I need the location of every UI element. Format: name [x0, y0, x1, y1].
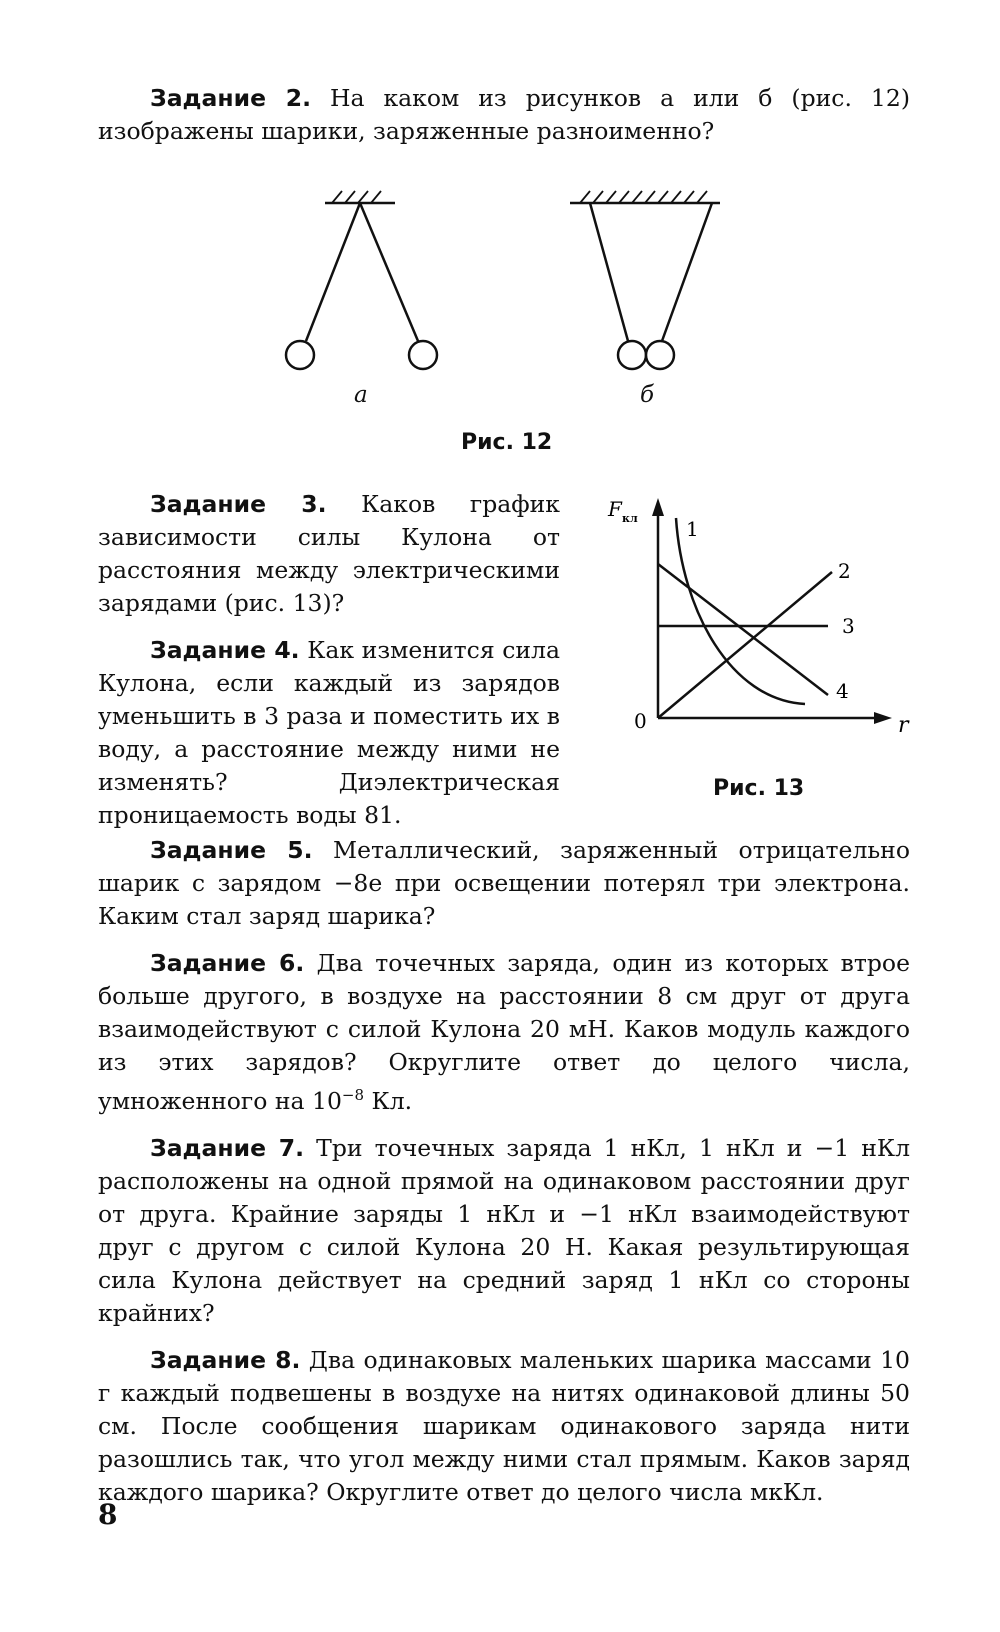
- task-7-label: Задание 7.: [150, 1133, 305, 1162]
- curve-1-label: 1: [686, 517, 699, 541]
- thread-a-left: [306, 203, 360, 341]
- task-8: [98, 1344, 910, 1509]
- line-2-increasing: [658, 572, 832, 718]
- thread-a-right: [360, 203, 418, 341]
- task-5-text: Металлический, заряженный отрицательно шарик с зарядом −8e при освещении потерял три электрона. Каким стал заряд шарика?: [98, 836, 910, 930]
- figure-12b-diagram: [570, 191, 720, 369]
- curve-4-label: 4: [836, 679, 849, 703]
- y-axis-subscript: кл: [622, 512, 638, 525]
- task-6-label: Задание 6.: [150, 949, 305, 977]
- curve-3-label: 3: [842, 614, 855, 638]
- line-4-decreasing: [658, 564, 828, 695]
- task-3-text: Каков график зависимости силы Кулона от расстояния между электрическими зарядами (рис. 13)?: [98, 490, 560, 617]
- figure-12b-label: б: [640, 382, 655, 408]
- x-axis-arrow: [874, 712, 892, 724]
- ceiling-b-hatching: [580, 191, 707, 203]
- figure-13-caption: Рис. 13: [713, 776, 805, 801]
- task-6-exponent: −8: [341, 1086, 365, 1104]
- task-6-text: Два точечных заряда, один из которых втрое больше другого, в воздухе на расстоянии 8 см друг от друга взаимодействуют с силой Кулона 20 мН. Каков модуль каждого из этих зарядов? Округлите ответ до целого числа, умноженного на 10: [98, 949, 910, 1115]
- figure-12-caption: Рис. 12: [461, 430, 553, 455]
- task-8-text: Два одинаковых маленьких шарика массами 10 г каждый подвешены в воздухе на нитях одинаковой длины 50 см. После сообщения шарикам одинакового заряда нити разошлись так, что угол между ними стал прямым. Каков заряд каждого шарика? Округлите ответ до целого числа мкКл.: [98, 1345, 910, 1506]
- figure-12a-diagram: [286, 191, 437, 369]
- task-7-text: Три точечных заряда 1 нКл, 1 нКл и −1 нКл расположены на одной прямой на одинаковом расстоянии друг от друга. Крайние заряды 1 нКл и −1 нКл взаимодействуют друг с другом с силой Кулона 20 Н. Какая результирующая сила Кулона действует на средний заряд 1 нКл со стороны крайних?: [98, 1133, 910, 1327]
- figure-12: [250, 185, 750, 395]
- ceiling-a-hatching: [332, 191, 381, 203]
- task-2: [98, 82, 910, 148]
- tasks-3-4-column: [98, 488, 560, 832]
- ball-a-left: [286, 341, 314, 369]
- task-3-label: Задание 3.: [150, 490, 327, 518]
- thread-b-left: [590, 203, 628, 341]
- x-axis-label: r: [898, 713, 909, 738]
- task-7: [98, 1132, 910, 1330]
- task-4-text: Как изменится сила Кулона, если каждый из зарядов уменьшить в 3 раза и поместить их в воду, а расстояние между ними не изменять? Диэлектрическая проницаемость воды 81.: [98, 636, 560, 829]
- ball-b-right: [646, 341, 674, 369]
- task-2-label: Задание 2.: [150, 84, 311, 112]
- task-6: [98, 947, 910, 1118]
- curve-2-label: 2: [838, 559, 851, 583]
- y-axis-label: F: [608, 497, 622, 521]
- ball-a-right: [409, 341, 437, 369]
- figure-12a-label: а: [354, 382, 368, 408]
- thread-b-right: [662, 203, 712, 341]
- task-5-label: Задание 5.: [150, 836, 313, 864]
- task-8-label: Задание 8.: [150, 1345, 301, 1374]
- page-number: 8: [98, 1498, 118, 1531]
- y-axis-arrow: [652, 498, 664, 516]
- figure-13-graph: [600, 490, 930, 750]
- task-6-unit: Кл.: [364, 1086, 413, 1115]
- task-4: [98, 634, 560, 832]
- origin-label: 0: [634, 709, 647, 733]
- tasks-5-8: [98, 834, 910, 1509]
- task-2-text: На каком из рисунков а или б (рис. 12) изображены шарики, заряженные разноименно?: [98, 84, 910, 145]
- task-3: [98, 488, 560, 620]
- task-4-label: Задание 4.: [150, 636, 300, 664]
- ball-b-left: [618, 341, 646, 369]
- task-5: [98, 834, 910, 933]
